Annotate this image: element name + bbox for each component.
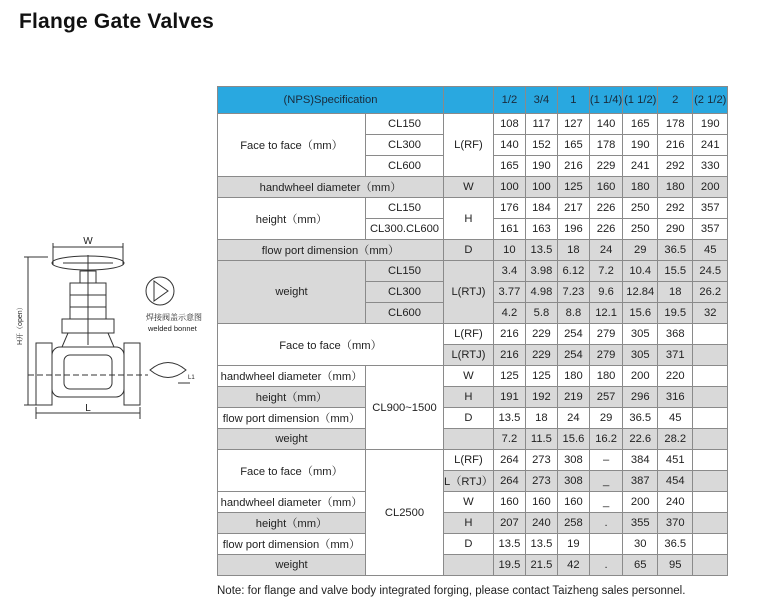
value-cell: 216 [658,135,693,156]
value-cell: 357 [693,219,728,240]
value-cell: _ [589,471,622,492]
value-cell: 279 [589,345,622,366]
value-cell: 108 [493,114,525,135]
value-cell: 296 [623,387,658,408]
value-cell: 178 [658,114,693,135]
value-cell: 190 [623,135,658,156]
value-cell: . [589,513,622,534]
value-cell: 229 [589,156,622,177]
value-cell: 241 [623,156,658,177]
value-cell: 316 [658,387,693,408]
l-dim-label: L [85,403,91,414]
symbol-cell: W [444,177,494,198]
symbol-cell: D [444,408,494,429]
value-cell: 163 [525,219,557,240]
symbol-cell: L(RF) [444,324,494,345]
table-row [218,429,728,450]
value-cell: . [589,555,622,576]
value-cell [589,534,622,555]
value-cell: – [589,450,622,471]
value-cell: 180 [589,366,622,387]
value-cell: 196 [557,219,589,240]
value-cell: 258 [557,513,589,534]
value-cell: 3.98 [525,261,557,282]
footnote: Note: for flange and valve body integrated forging, please contact Taizheng sales personnel. [217,585,686,597]
value-cell: 180 [658,177,693,198]
value-cell: 4.2 [493,303,525,324]
value-cell: 160 [525,492,557,513]
value-cell: 250 [623,219,658,240]
value-cell: 28.2 [658,429,693,450]
value-cell: 18 [557,240,589,261]
class-label: CL300 [366,282,444,303]
value-cell: 292 [658,198,693,219]
welded-bonnet-en: welded bonnet [148,324,197,333]
symbol-cell [444,555,494,576]
table-row [218,240,728,261]
value-cell: 29 [623,240,658,261]
value-cell: 5.8 [525,303,557,324]
value-cell: 178 [589,135,622,156]
value-cell: 200 [693,177,728,198]
value-cell: 240 [658,492,693,513]
row-label: Face to face（mm） [218,114,366,177]
spec-table [217,86,728,576]
value-cell: 305 [623,345,658,366]
value-cell: 10.4 [623,261,658,282]
value-cell: 152 [525,135,557,156]
class-label: CL900~1500 [366,366,444,450]
row-label: flow port dimension（mm） [218,240,444,261]
value-cell: 30 [623,534,658,555]
value-cell: 451 [658,450,693,471]
value-cell: 3.77 [493,282,525,303]
value-cell: 160 [557,492,589,513]
class-label: CL2500 [366,450,444,576]
value-cell: 384 [623,450,658,471]
value-cell: 273 [525,450,557,471]
value-cell: 216 [557,156,589,177]
w-dim-label: W [83,236,93,247]
value-cell: 180 [557,366,589,387]
row-label: Face to face（mm） [218,450,366,492]
table-row [218,450,728,471]
gate-valve-drawing [18,235,218,425]
value-cell: 15.5 [658,261,693,282]
value-cell: 26.2 [693,282,728,303]
value-cell: 117 [525,114,557,135]
row-label: handwheel diameter（mm） [218,177,444,198]
size-header: 1 [557,87,589,114]
value-cell: 387 [623,471,658,492]
size-header: 1/2 [493,87,525,114]
value-cell: 240 [525,513,557,534]
value-cell: 229 [525,345,557,366]
value-cell: 12.1 [589,303,622,324]
row-label: flow port dimension（mm） [218,534,366,555]
empty-cell [693,534,728,555]
table-row [218,177,728,198]
value-cell: 45 [658,408,693,429]
empty-cell [693,408,728,429]
l1-dim-label: L1 [188,375,195,381]
value-cell: 330 [693,156,728,177]
value-cell: 15.6 [557,429,589,450]
value-cell: 219 [557,387,589,408]
value-cell: 8.8 [557,303,589,324]
value-cell: 290 [658,219,693,240]
value-cell: 370 [658,513,693,534]
table-row [218,198,728,219]
row-label: weight [218,261,366,324]
value-cell: 226 [589,219,622,240]
symbol-cell: L(RTJ) [444,261,494,324]
h-dim-label: H开（open） [17,303,24,345]
value-cell: 13.5 [493,534,525,555]
value-cell: 11.5 [525,429,557,450]
value-cell: 24 [557,408,589,429]
symbol-cell: L（RTJ） [444,471,494,492]
value-cell: 95 [658,555,693,576]
value-cell: 3.4 [493,261,525,282]
value-cell: 226 [589,198,622,219]
value-cell: 24 [589,240,622,261]
value-cell: 125 [557,177,589,198]
value-cell: 190 [693,114,728,135]
value-cell: 264 [493,471,525,492]
value-cell: 165 [623,114,658,135]
table-row [218,555,728,576]
value-cell: 7.2 [493,429,525,450]
symbol-cell [444,429,494,450]
table-row [218,513,728,534]
empty-cell [693,324,728,345]
symbol-cell: L(RF) [444,450,494,471]
row-label: height（mm） [218,198,366,240]
value-cell: 42 [557,555,589,576]
value-cell: 13.5 [525,534,557,555]
size-header: 2 [658,87,693,114]
value-cell: 454 [658,471,693,492]
empty-cell [693,513,728,534]
value-cell: 165 [557,135,589,156]
value-cell: 9.6 [589,282,622,303]
value-cell: 45 [693,240,728,261]
table-row [218,114,728,135]
page-title: Flange Gate Valves [19,10,215,33]
symbol-cell: D [444,240,494,261]
value-cell: _ [589,492,622,513]
value-cell: 191 [493,387,525,408]
class-label: CL300 [366,135,444,156]
value-cell: 22.6 [623,429,658,450]
symbol-cell: W [444,492,494,513]
value-cell: 140 [589,114,622,135]
value-cell: 216 [493,345,525,366]
value-cell: 7.2 [589,261,622,282]
symbol-cell: H [444,513,494,534]
value-cell: 36.5 [623,408,658,429]
value-cell: 65 [623,555,658,576]
value-cell: 254 [557,324,589,345]
value-cell: 264 [493,450,525,471]
row-label: height（mm） [218,387,366,408]
row-label: weight [218,555,366,576]
value-cell: 125 [525,366,557,387]
symbol-cell: W [444,366,494,387]
symbol-cell: H [444,387,494,408]
value-cell: 160 [589,177,622,198]
empty-cell [693,429,728,450]
value-cell: 200 [623,492,658,513]
value-cell: 13.5 [493,408,525,429]
table-row [218,261,728,282]
value-cell: 355 [623,513,658,534]
value-cell: 216 [493,324,525,345]
value-cell: 305 [623,324,658,345]
value-cell: 4.98 [525,282,557,303]
value-cell: 165 [493,156,525,177]
spec-header: (NPS)Specification [218,87,444,114]
row-label: Face to face（mm） [218,324,444,366]
empty-cell [693,366,728,387]
row-label: weight [218,429,366,450]
value-cell: 15.6 [623,303,658,324]
size-header: (1 1/2) [623,87,658,114]
empty-cell [693,492,728,513]
value-cell: 161 [493,219,525,240]
class-label: CL150 [366,261,444,282]
table-row [218,408,728,429]
class-label: CL600 [366,156,444,177]
symbol-cell: L(RF) [444,114,494,177]
value-cell: 250 [623,198,658,219]
value-cell: 13.5 [525,240,557,261]
value-cell: 16.2 [589,429,622,450]
symbol-cell: D [444,534,494,555]
value-cell: 32 [693,303,728,324]
class-label: CL150 [366,198,444,219]
symbol-cell: H [444,198,494,240]
class-label: CL300.CL600 [366,219,444,240]
value-cell: 19 [557,534,589,555]
value-cell: 308 [557,471,589,492]
size-header: (1 1/4) [589,87,622,114]
value-cell: 100 [525,177,557,198]
value-cell: 29 [589,408,622,429]
value-cell: 368 [658,324,693,345]
empty-cell [693,555,728,576]
table-row [218,366,728,387]
value-cell: 18 [525,408,557,429]
class-label: CL600 [366,303,444,324]
value-cell: 36.5 [658,240,693,261]
value-cell: 12.84 [623,282,658,303]
row-label: height（mm） [218,513,366,534]
value-cell: 207 [493,513,525,534]
value-cell: 200 [623,366,658,387]
value-cell: 308 [557,450,589,471]
value-cell: 19.5 [658,303,693,324]
row-label: flow port dimension（mm） [218,408,366,429]
value-cell: 140 [493,135,525,156]
value-cell: 229 [525,324,557,345]
row-label: handwheel diameter（mm） [218,366,366,387]
spec-header-symbol [444,87,494,114]
table-row [218,534,728,555]
table-row [218,387,728,408]
value-cell: 371 [658,345,693,366]
value-cell: 292 [658,156,693,177]
empty-cell [693,387,728,408]
value-cell: 254 [557,345,589,366]
value-cell: 24.5 [693,261,728,282]
value-cell: 220 [658,366,693,387]
value-cell: 36.5 [658,534,693,555]
value-cell: 279 [589,324,622,345]
empty-cell [693,471,728,492]
header-row [218,87,728,114]
welded-bonnet-cn: 焊接阀盖示意图 [146,313,202,322]
value-cell: 180 [623,177,658,198]
value-cell: 357 [693,198,728,219]
value-cell: 127 [557,114,589,135]
value-cell: 19.5 [493,555,525,576]
size-header: (2 1/2) [693,87,728,114]
value-cell: 192 [525,387,557,408]
value-cell: 217 [557,198,589,219]
value-cell: 6.12 [557,261,589,282]
value-cell: 184 [525,198,557,219]
value-cell: 7.23 [557,282,589,303]
value-cell: 10 [493,240,525,261]
size-header: 3/4 [525,87,557,114]
symbol-cell: L(RTJ) [444,345,494,366]
empty-cell [693,450,728,471]
value-cell: 21.5 [525,555,557,576]
value-cell: 160 [493,492,525,513]
value-cell: 257 [589,387,622,408]
value-cell: 241 [693,135,728,156]
value-cell: 190 [525,156,557,177]
value-cell: 176 [493,198,525,219]
value-cell: 273 [525,471,557,492]
table-row [218,492,728,513]
class-label: CL150 [366,114,444,135]
value-cell: 125 [493,366,525,387]
empty-cell [693,345,728,366]
value-cell: 100 [493,177,525,198]
row-label: handwheel diameter（mm） [218,492,366,513]
table-row [218,324,728,345]
value-cell: 18 [658,282,693,303]
